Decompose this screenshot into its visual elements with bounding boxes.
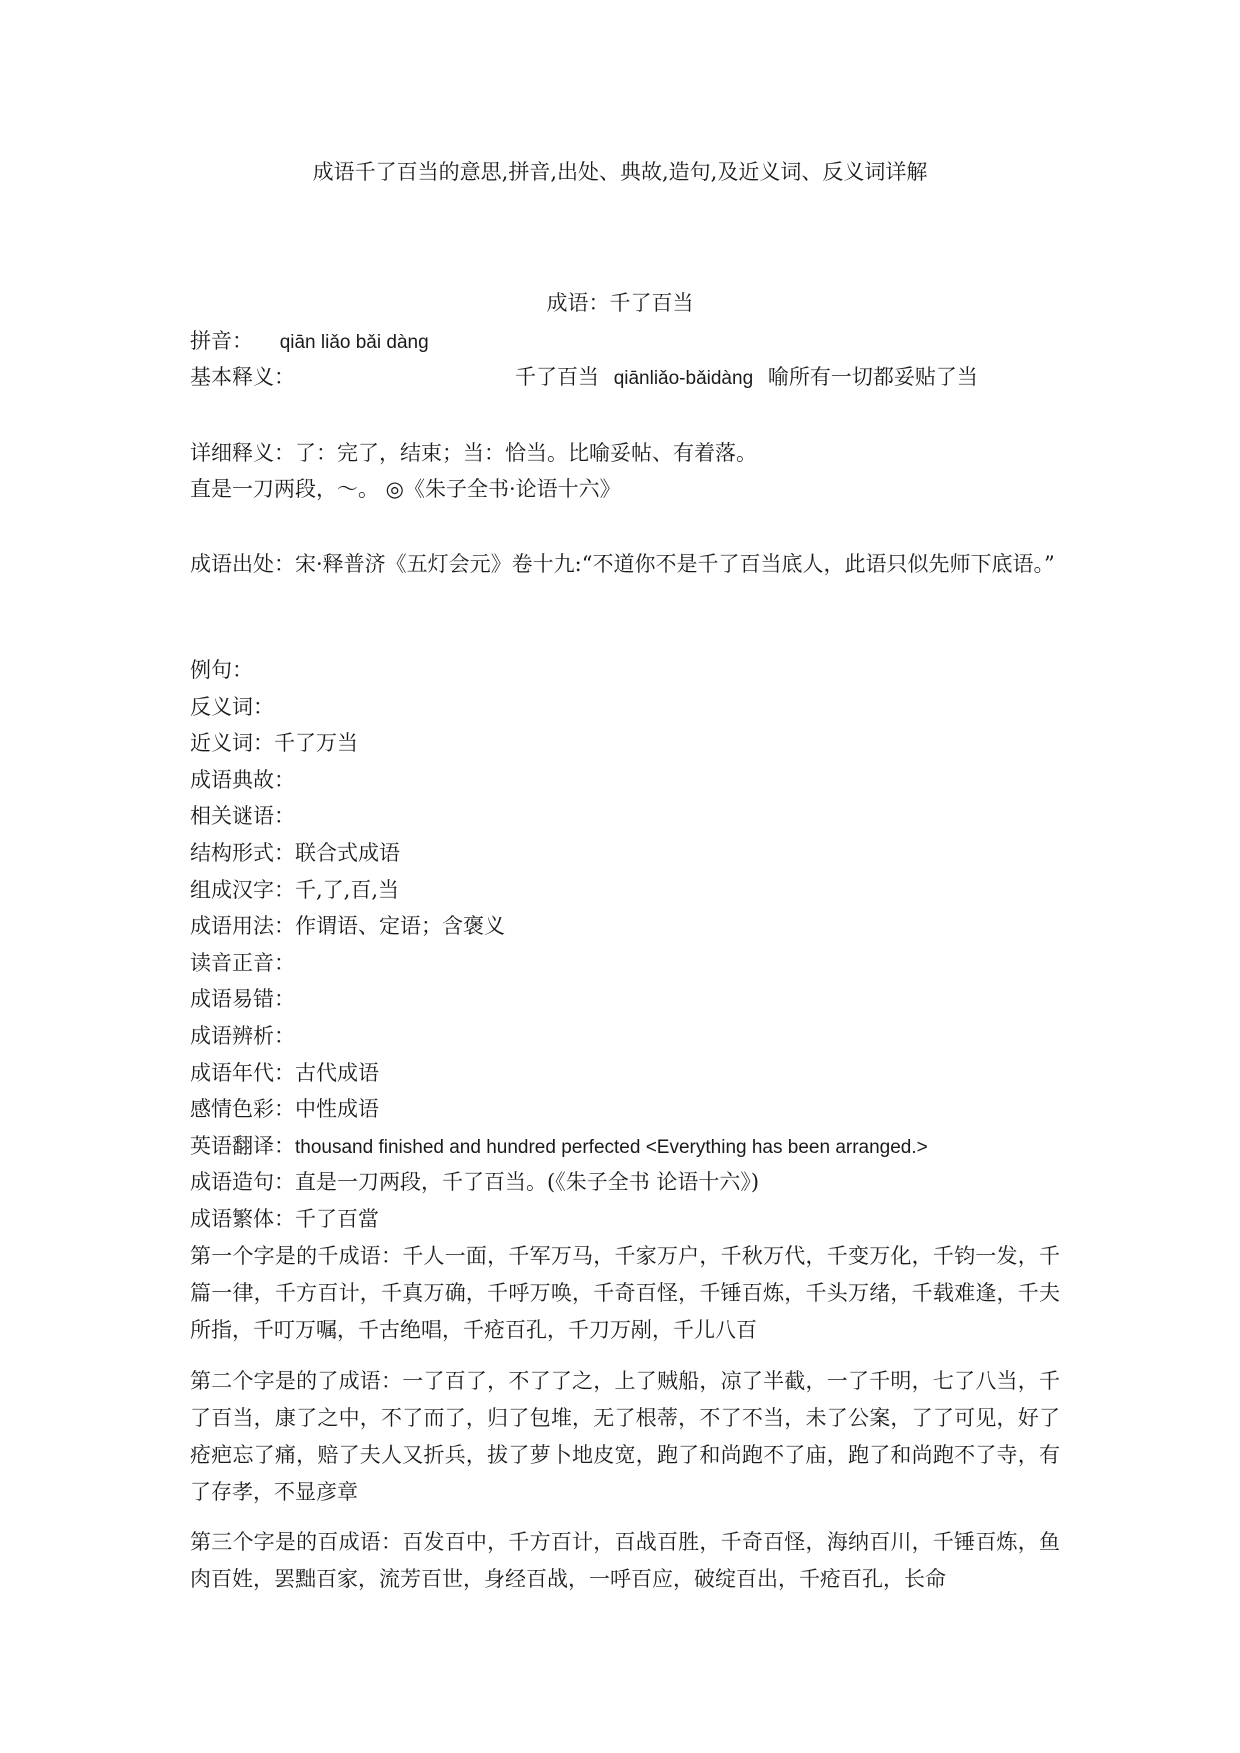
detail-example-text: 直是一刀两段，～。 ◎《朱子全书·论语十六》 (190, 477, 621, 501)
field-row (190, 1167, 1060, 1197)
char-list-label: 第一个字是的千成语： (190, 1244, 403, 1268)
source-label: 成语出处： (190, 552, 295, 576)
char-list-paragraph (190, 1524, 1060, 1598)
char-list-text: 百发百中，千方百计，百战百胜，千奇百怪，海纳百川，千锤百炼，鱼肉百姓，罢黜百家，流芳百世，身经百战，一呼百应，破绽百出，千疮百孔，长命 (190, 1530, 1060, 1591)
document-title: 成语千了百当的意思,拼音,出处、典故,造句,及近义词、反义词详解 (312, 160, 928, 184)
field-label: 近义词： (190, 731, 274, 756)
field-row (190, 692, 1060, 722)
field-row (190, 1021, 1060, 1051)
basic-meaning-pinyin: qiānliǎo-bǎidàng (613, 368, 754, 389)
field-value: 作谓语、定语；含褒义 (295, 914, 505, 939)
field-row (190, 655, 1060, 685)
field-row (190, 1094, 1060, 1124)
field-label: 相关谜语： (190, 804, 295, 829)
source-text: 宋·释普济《五灯会元》卷十九:“不道你不是千了百当底人，此语只似先师下底语。” (295, 552, 1055, 576)
idiom-heading-label: 成语： (546, 291, 610, 315)
field-label: 英语翻译： (190, 1133, 295, 1158)
idiom-heading-value: 千了百当 (609, 291, 694, 315)
detail-meaning-label: 详细释义： (190, 441, 295, 465)
field-value: 千,了,百,当 (295, 877, 400, 902)
basic-meaning-label: 基本释义： (190, 365, 295, 389)
field-label: 结构形式： (190, 841, 295, 865)
field-row (190, 875, 1060, 905)
idiom-heading (0, 288, 1240, 318)
detail-meaning-row (190, 438, 1060, 468)
field-value: thousand finished and hundred perfected <Everything has been arranged.> (295, 1136, 928, 1158)
field-row (190, 984, 1060, 1014)
field-label: 成语年代： (190, 1060, 295, 1085)
field-value: 古代成语 (295, 1060, 379, 1085)
detail-meaning-text: 了：完了，结束；当：恰当。比喻妥帖、有着落。 (295, 441, 757, 465)
field-label: 组成汉字： (190, 877, 295, 902)
field-label: 例句： (190, 658, 253, 682)
field-value: 千了万当 (274, 731, 358, 756)
pinyin-value: qiān liǎo bǎi dàng (279, 332, 429, 353)
basic-meaning-idiom: 千了百当 (515, 365, 599, 389)
field-label: 成语繁体： (190, 1207, 295, 1231)
source-paragraph (190, 546, 1060, 583)
field-row (190, 801, 1060, 831)
field-label: 成语用法： (190, 914, 295, 939)
basic-meaning-text: 喻所有一切都妥贴了当 (767, 365, 978, 389)
basic-meaning-row (190, 362, 1060, 394)
field-row (190, 1131, 1060, 1163)
char-list-text: 千人一面，千军万马，千家万户，千秋万代，千变万化，千钧一发，千篇一律，千方百计，千真万确，千呼万唤，千奇百怪，千锤百炼，千头万绪，千载难逢，千夫所指，千叮万嘱，千古绝唱，千疮百孔，千刀万剐，千儿八百 (190, 1244, 1060, 1342)
field-value: 联合式成语 (295, 841, 400, 865)
pinyin-row (190, 326, 1060, 358)
field-row (190, 911, 1060, 941)
field-row (190, 948, 1060, 978)
field-row (190, 728, 1060, 758)
field-value: 直是一刀两段，千了百当。(《朱子全书 论语十六》) (295, 1170, 760, 1195)
char-list-paragraph (190, 1363, 1060, 1511)
field-value: 千了百當 (295, 1207, 379, 1231)
field-label: 成语典故： (190, 767, 295, 792)
field-row (190, 1204, 1060, 1234)
field-label: 成语造句： (190, 1170, 295, 1195)
char-list-paragraph (190, 1238, 1060, 1349)
char-list-label: 第二个字是的了成语： (190, 1369, 403, 1393)
field-value: 中性成语 (295, 1097, 379, 1122)
pinyin-label: 拼音： (190, 329, 253, 353)
detail-example-row (190, 474, 1060, 504)
field-label: 读音正音： (190, 950, 295, 975)
field-label: 反义词： (190, 694, 274, 719)
char-list-text: 一了百了，不了了之，上了贼船，凉了半截，一了千明，七了八当，千了百当，康了之中，不了而了，归了包堆，无了根蒂，不了不当，未了公案，了了可见，好了疮疤忘了痛，赔了夫人又折兵，拔了萝卜地皮宽，跑了和尚跑不了庙，跑了和尚跑不了寺，有了存孝，不显彦章 (190, 1369, 1060, 1504)
field-label: 成语辨析： (190, 1024, 295, 1048)
field-label: 成语易错： (190, 987, 295, 1012)
char-list-label: 第三个字是的百成语： (190, 1530, 403, 1554)
field-row (190, 838, 1060, 868)
field-row (190, 1058, 1060, 1088)
field-row (190, 765, 1060, 795)
field-label: 感情色彩： (190, 1097, 295, 1122)
